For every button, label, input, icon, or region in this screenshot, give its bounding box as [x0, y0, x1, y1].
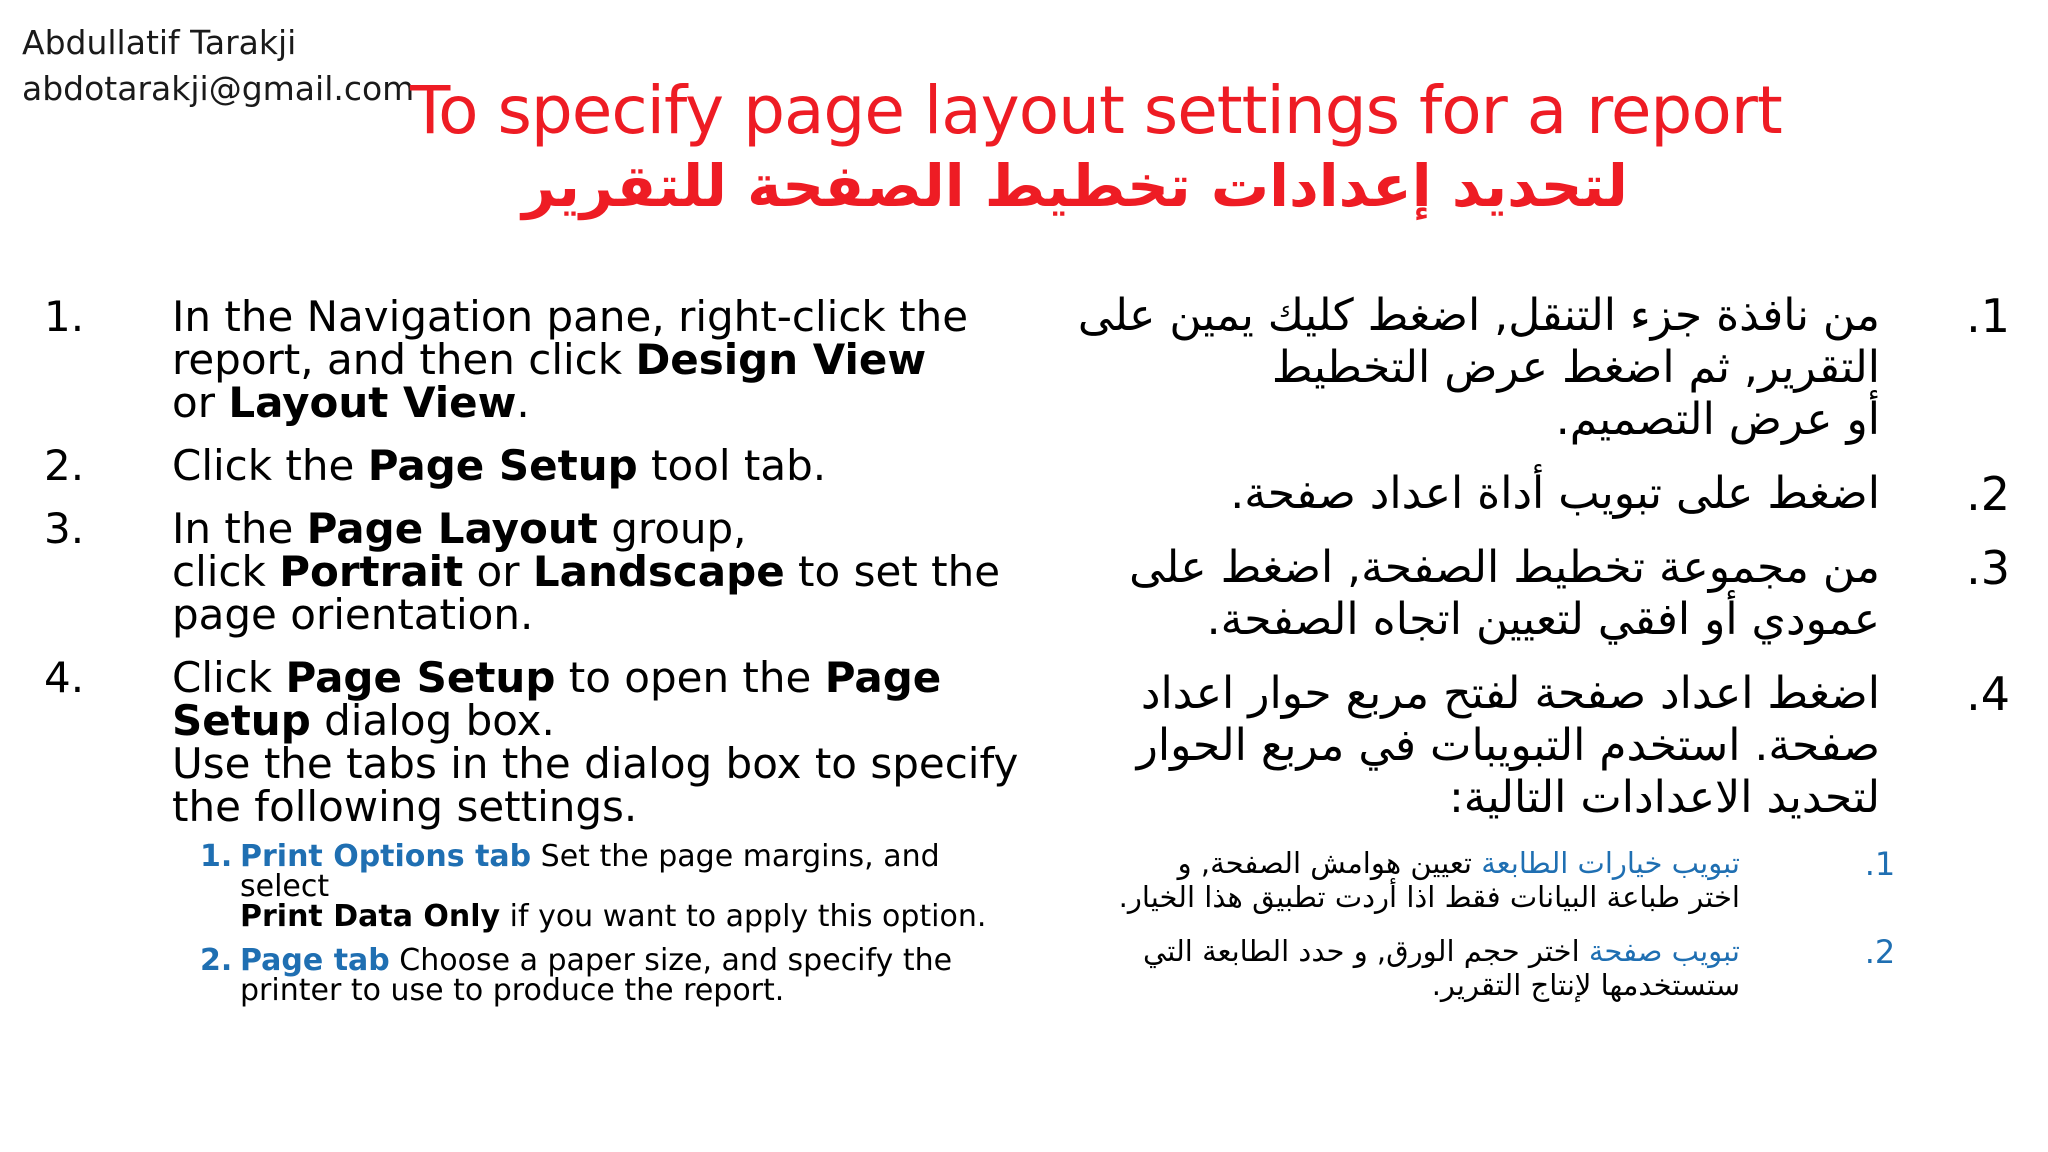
sub-label: تبويب خيارات الطابعة — [1481, 846, 1740, 880]
text-run: click — [172, 547, 280, 596]
english-step-3 — [40, 504, 1030, 639]
step-text — [172, 504, 1030, 639]
english-sub-list — [200, 839, 1030, 1008]
text-run: . — [516, 378, 530, 427]
text-line: اضغط على تبويب أداة اعداد صفحة. — [1230, 468, 1880, 519]
sub-number: 1. — [200, 839, 233, 874]
text-line: اضغط اعداد صفحة لفتح مربع حوار اعداد — [1140, 668, 1880, 719]
text-run: اختر حجم الورق, و حدد الطابعة التي — [1143, 934, 1589, 968]
sub-text — [240, 839, 1030, 934]
text-run: tool tab. — [637, 441, 827, 490]
text-run: Choose a paper size, and specify the printer to use to produce the report. — [240, 943, 953, 1008]
arabic-sub-list — [1050, 846, 2010, 1002]
text-run: In the — [172, 504, 307, 553]
text-line: اختر طباعة البيانات فقط اذا أردت تطبيق هذا الخيار. — [1118, 880, 1740, 914]
step-number: .2 — [1966, 467, 2010, 521]
text-bold: Page Layout — [306, 504, 598, 553]
text-bold: Page Setup — [172, 653, 942, 745]
page-title-english: To specify page layout settings for a report — [410, 72, 1782, 149]
author-info — [22, 20, 414, 112]
sub-text — [1050, 846, 1750, 914]
arabic-sub-item-1 — [1050, 846, 2010, 914]
text-run: to set the page orientation. — [172, 547, 1001, 639]
step-text — [1050, 468, 1890, 520]
author-name: Abdullatif Tarakji — [22, 23, 297, 62]
english-step-4 — [40, 653, 1030, 1020]
sub-label: تبويب صفحة — [1588, 934, 1740, 968]
author-email: abdotarakji@gmail.com — [22, 69, 415, 108]
text-bold: Layout View — [228, 378, 517, 427]
text-line: من نافذة جزء التنقل, اضغط كليك يمين على — [1077, 290, 1880, 341]
text-run: or — [463, 547, 533, 596]
text-bold: Page Setup — [367, 441, 638, 490]
text-run: or — [172, 378, 229, 427]
step-text — [1050, 290, 1890, 446]
text-run: In the Navigation pane, right-click the report, and then click — [172, 292, 969, 384]
text-line: صفحة. استخدم التبويبات في مربع الحوار — [1136, 720, 1880, 771]
text-run: dialog box. — [310, 696, 555, 745]
step-number: 2. — [44, 441, 85, 490]
text-bold: Page Setup — [285, 653, 556, 702]
step-text — [1050, 542, 1890, 646]
step-number: 1. — [44, 292, 85, 341]
step-number: 3. — [44, 504, 85, 553]
sub-number: .2 — [1864, 933, 1896, 971]
sub-number: .1 — [1864, 845, 1896, 883]
arabic-steps-list — [1050, 290, 2010, 1022]
text-run: Click — [172, 653, 286, 702]
step-number: .4 — [1966, 667, 2010, 721]
text-run: تعيين هوامش الصفحة, و — [1177, 846, 1482, 880]
text-line: أو عرض التصميم. — [1555, 394, 1880, 445]
step-text — [172, 292, 1030, 427]
arabic-sub-item-2 — [1050, 934, 2010, 1002]
english-step-1 — [40, 292, 1030, 427]
arabic-step-3 — [1050, 542, 2010, 646]
page-title-arabic: لتحديد إعدادات تخطيط الصفحة للتقرير — [522, 152, 1628, 220]
text-run: Click the — [172, 441, 368, 490]
text-run: to open the — [555, 653, 825, 702]
text-line: من مجموعة تخطيط الصفحة, اضغط على — [1129, 542, 1880, 593]
english-steps-list — [40, 292, 1030, 1040]
text-bold: Design View — [635, 335, 927, 384]
text-run: Set the page margins, and select — [240, 839, 940, 904]
text-bold: Print Data Only — [240, 899, 501, 934]
text-run: Use the tabs in the dialog box to specify the following settings. — [172, 739, 1019, 831]
sub-text — [240, 943, 1030, 1008]
english-sub-item-1 — [200, 839, 1030, 934]
sub-text — [1050, 934, 1750, 1002]
text-line: لتحديد الاعدادات التالية: — [1448, 772, 1880, 823]
step-text — [172, 441, 1030, 490]
text-run: if you want to apply this option. — [500, 899, 987, 934]
step-text — [172, 653, 1030, 1020]
english-sub-item-2 — [200, 943, 1030, 1008]
text-run: group, — [597, 504, 747, 553]
text-line: التقرير, ثم اضغط عرض التخطيط — [1271, 342, 1880, 393]
sub-number: 2. — [200, 943, 233, 978]
step-number: 4. — [44, 653, 85, 702]
step-text — [1050, 668, 1890, 824]
english-step-2 — [40, 441, 1030, 490]
sub-label: Page tab — [240, 943, 390, 978]
step-number: .1 — [1966, 289, 2010, 343]
arabic-step-2 — [1050, 468, 2010, 520]
step-number: .3 — [1966, 541, 2010, 595]
text-bold: Portrait — [279, 547, 464, 596]
sub-label: Print Options tab — [240, 839, 532, 874]
text-line: ستستخدمها لإنتاج التقرير. — [1431, 968, 1740, 1002]
text-bold: Landscape — [532, 547, 785, 596]
arabic-step-4 — [1050, 668, 2010, 824]
arabic-step-1 — [1050, 290, 2010, 446]
text-line: عمودي أو افقي لتعيين اتجاه الصفحة. — [1206, 594, 1880, 645]
